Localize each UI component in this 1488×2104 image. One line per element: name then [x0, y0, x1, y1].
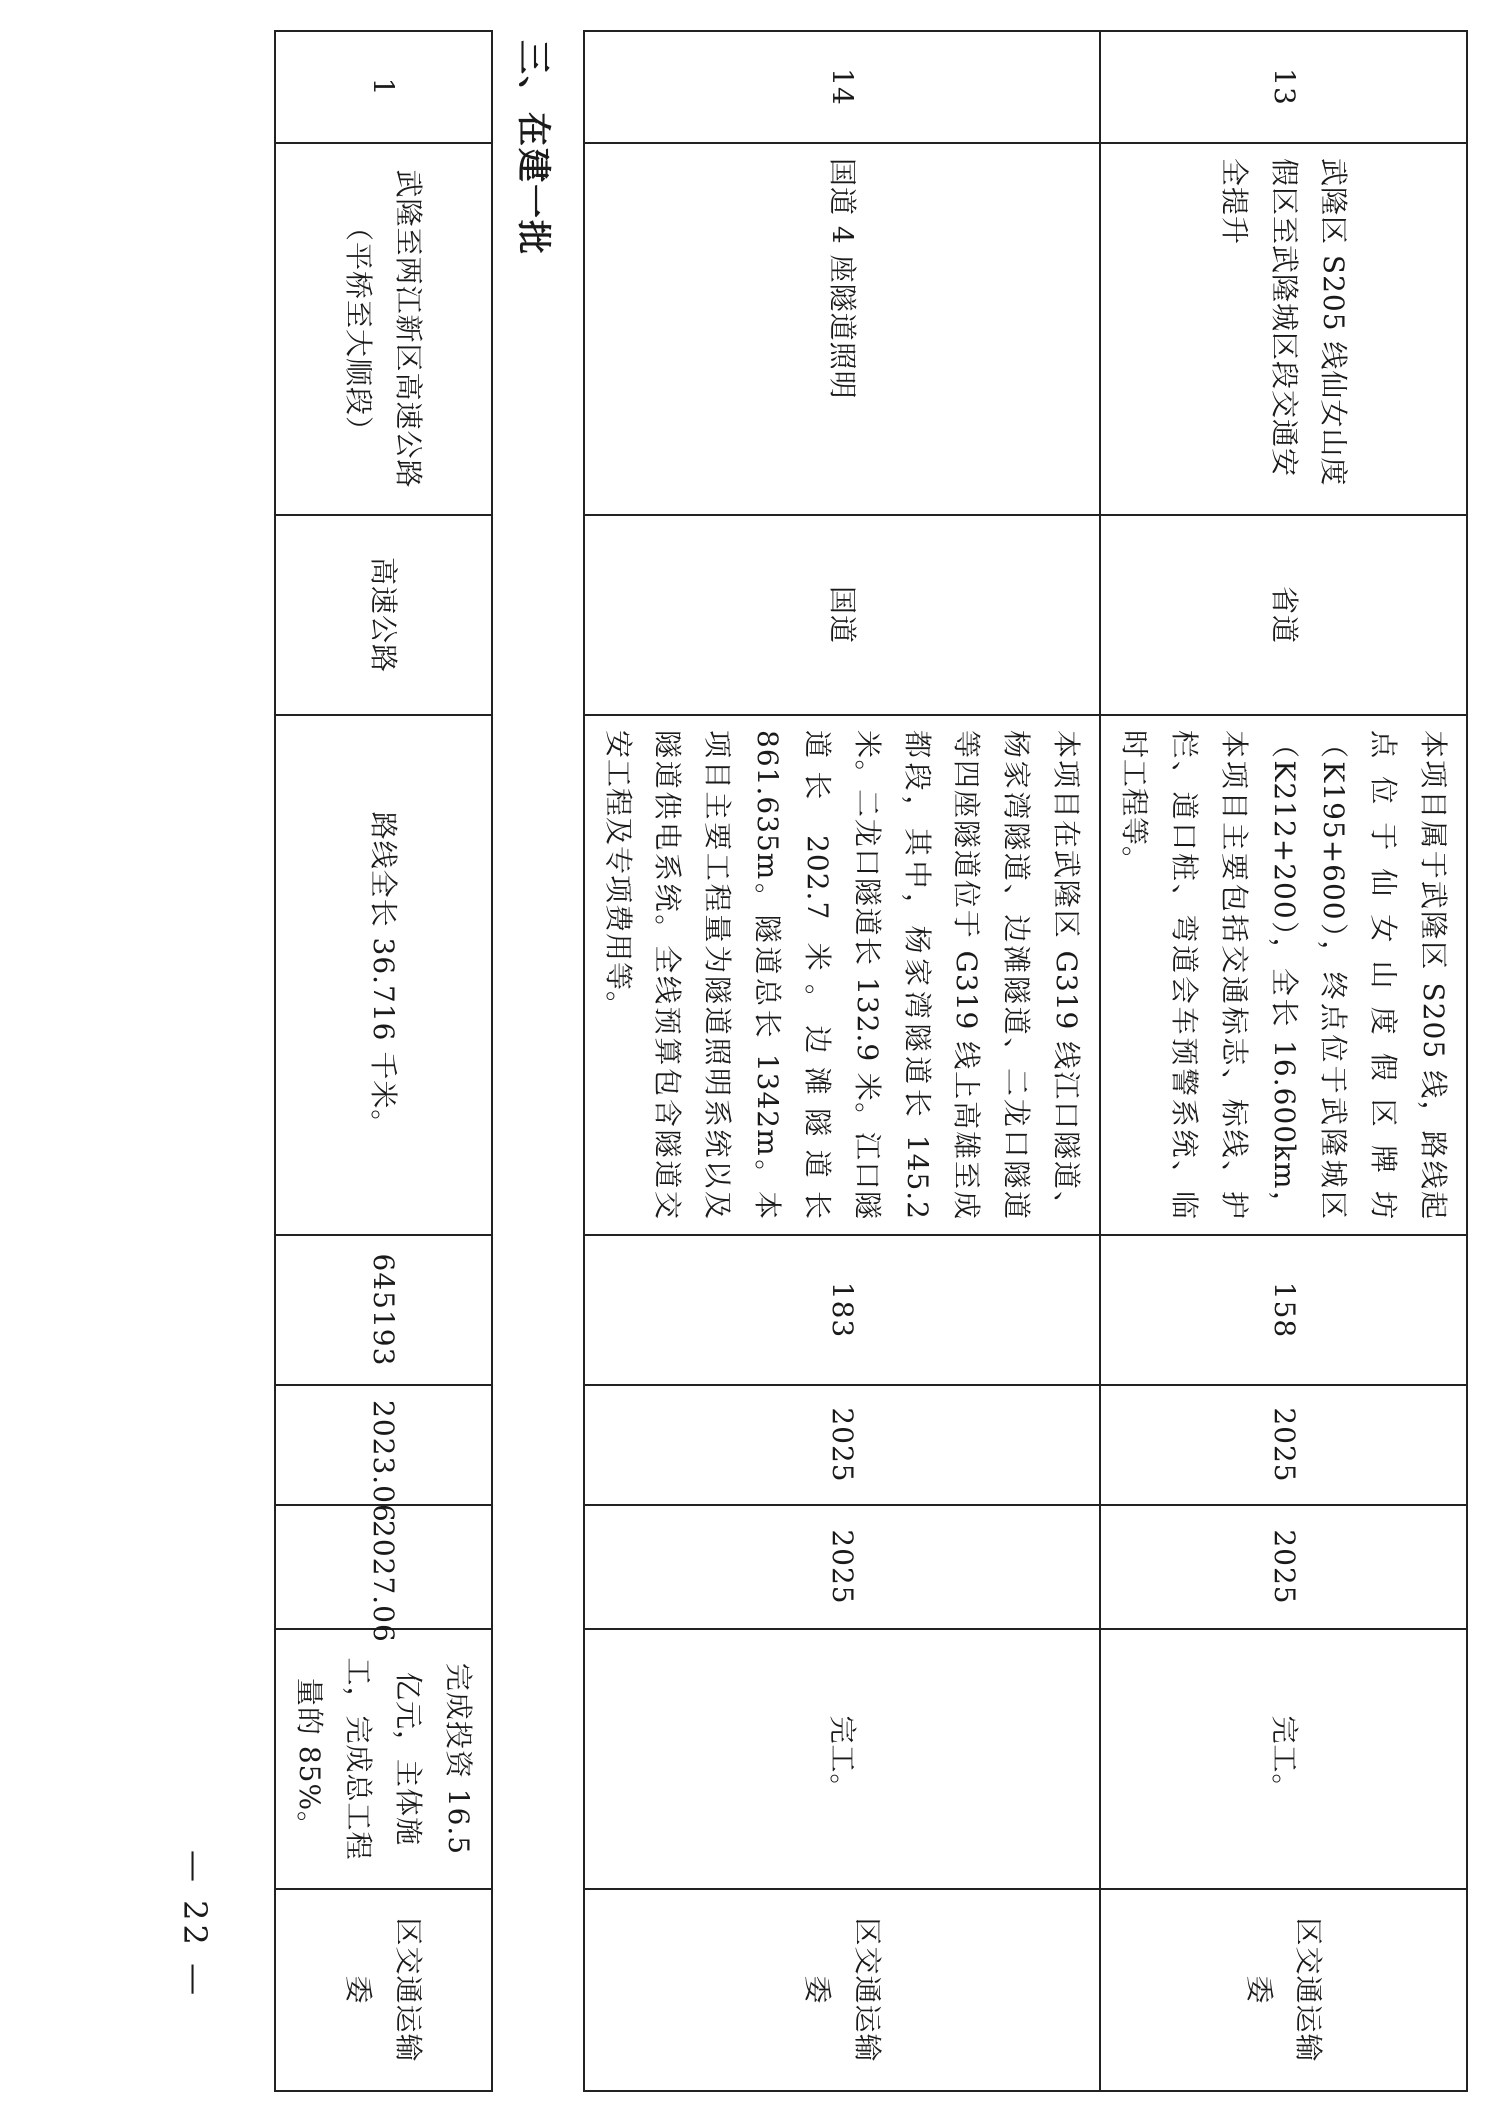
page-number: — 22 —: [176, 1850, 214, 2000]
project-end: 2025: [584, 1505, 1100, 1629]
project-table-completed-2: [583, 30, 1101, 2092]
project-type: 国道: [584, 515, 1100, 715]
project-owner: 区交通运输委: [275, 1889, 492, 2091]
project-end: 2027.06: [275, 1505, 492, 1629]
project-goal: 完工。: [1100, 1629, 1467, 1889]
table-row: [275, 31, 492, 2091]
project-goal: 完成投资 16.5 亿元，主体施工，完成总工程量的 85%。: [275, 1629, 492, 1889]
table-row: [1100, 31, 1467, 2091]
table-row: [584, 31, 1100, 2091]
project-goal: 完工。: [584, 1629, 1100, 1889]
project-name: 武隆区 S205 线仙女山度假区至武隆城区段交通安全提升: [1100, 143, 1467, 515]
row-index: 1: [275, 31, 492, 143]
project-type: 高速公路: [275, 515, 492, 715]
project-investment: 645193: [275, 1235, 492, 1385]
project-start: 2025: [1100, 1385, 1467, 1505]
project-name: 国道 4 座隧道照明: [584, 143, 1100, 515]
project-table-building: [274, 30, 493, 2092]
project-end: 2025: [1100, 1505, 1467, 1629]
project-investment: 183: [584, 1235, 1100, 1385]
row-index: 14: [584, 31, 1100, 143]
project-owner: 区交通运输委: [1100, 1889, 1467, 2091]
project-content: 路线全长 36.716 千米。: [275, 715, 492, 1235]
project-content: 本项目在武隆区 G319 线江口隧道、杨家湾隧道、边滩隧道、二龙口隧道等四座隧道位于 G319 线上高雄至成都段，其中，杨家湾隧道长 145.2 米。二龙口隧道长 132.9 米。江口隧道长 202.7 米。边滩隧道长 861.635m。隧道总长 1342m。本项目主要工程量为隧道照明系统以及隧道供电系统。全线预算包含隧道交安工程及专项费用等。: [584, 715, 1100, 1235]
project-investment: 158: [1100, 1235, 1467, 1385]
project-start: 2025: [584, 1385, 1100, 1505]
row-index: 13: [1100, 31, 1467, 143]
project-table-completed: [1099, 30, 1468, 2092]
project-type: 省道: [1100, 515, 1467, 715]
section-heading: 三、在建一批: [513, 40, 553, 256]
project-name: 武隆至两江新区高速公路（平桥至大顺段）: [275, 143, 492, 515]
project-start: 2023.06: [275, 1385, 492, 1505]
project-content: 本项目属于武隆区 S205 线，路线起点位于仙女山度假区牌坊（K195+600），终点位于武隆城区（K212+200），全长 16.600km，本项目主要包括交通标志、标线、护栏、道口桩、弯道会车预警系统、临时工程等。: [1100, 715, 1467, 1235]
project-owner: 区交通运输委: [584, 1889, 1100, 2091]
